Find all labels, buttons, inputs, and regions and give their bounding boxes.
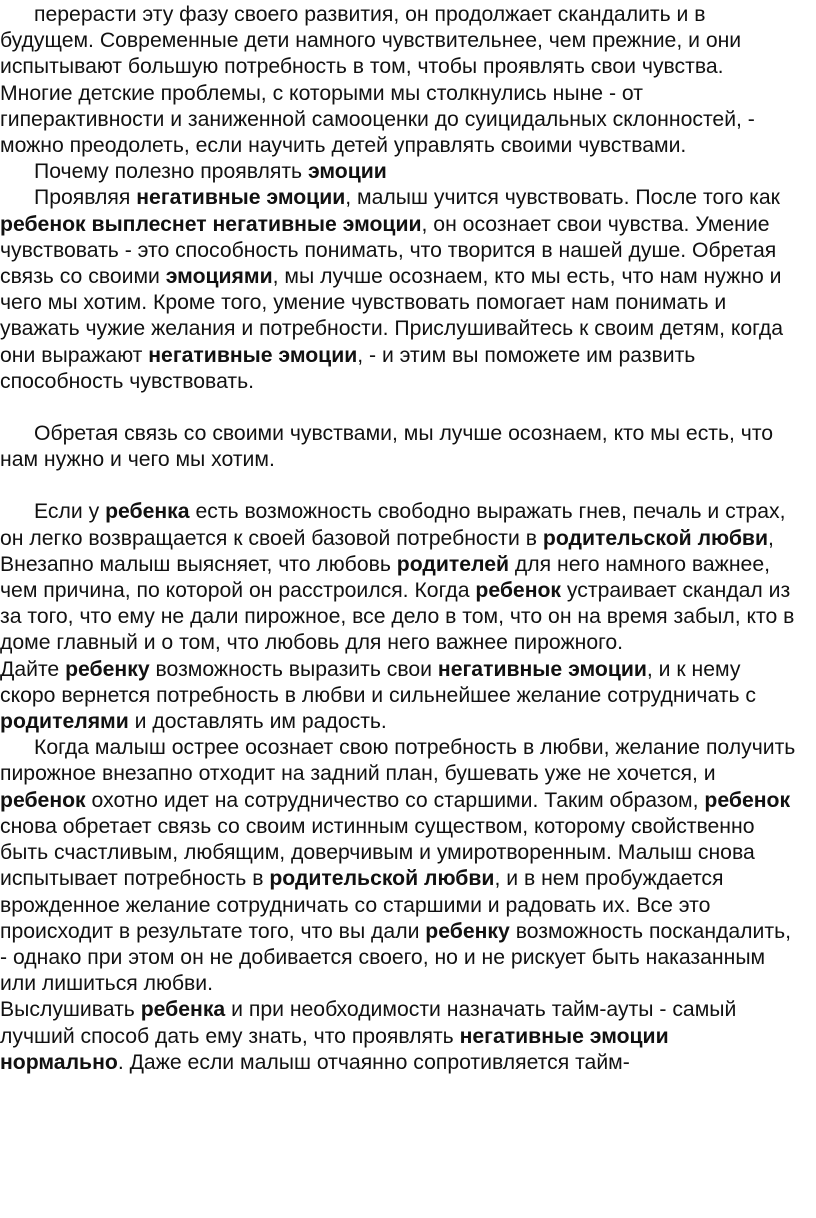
text-run: и при необходимости назначать тайм-ауты - самый лучший способ дать ему знать, что проявлять xyxy=(0,998,737,1048)
bold-keyword: ребенок xyxy=(475,579,562,603)
bold-keyword: ребенок xyxy=(0,788,86,812)
paragraph xyxy=(0,421,798,473)
text-run: снова обретает связь со своим истинным существом, которому свойственно быть счастливым, любящим, доверчивым и умиротворенным. Малыш снова испытывает потребность в xyxy=(0,814,755,891)
bold-keyword: негативные эмоции нормально xyxy=(0,1024,669,1074)
bold-keyword: негативные эмоции xyxy=(437,657,647,681)
text-run: Когда малыш острее осознает свою потребность в любви, желание получить пирожное внезапно отходит на задний план, бушевать уже не хочется, и xyxy=(0,736,796,786)
bold-keyword: родительской любви xyxy=(269,867,495,891)
bold-keyword: ребенка xyxy=(105,500,190,524)
text-run: , он осознает свои чувства. Умение чувствовать - это способность понимать, что творится в нашей душе. Обретая связь со своими xyxy=(0,212,777,289)
text-run: , Внезапно малыш выясняет, что любовь xyxy=(0,526,774,576)
text-run: , и в нем пробуждается врожденное желание сотрудничать со старшими и радовать их. Все это происходит в результате того, что вы дали xyxy=(0,867,724,943)
paragraph xyxy=(0,657,798,736)
paragraph xyxy=(0,185,798,395)
bold-keyword: родительской любви xyxy=(542,526,768,550)
bold-keyword: ребенок выплеснет негативные эмоции xyxy=(0,212,422,236)
bold-keyword: родителей xyxy=(396,552,510,576)
bold-keyword: ребенку xyxy=(65,657,150,681)
text-run: Дайте xyxy=(0,657,66,681)
text-run: Проявляя xyxy=(34,186,137,210)
paragraph xyxy=(0,997,798,1076)
text-run: Выслушивать xyxy=(0,998,141,1022)
bold-keyword: негативные эмоции xyxy=(136,186,346,210)
text-run: , - и этим вы поможете им развить способность чувствовать. xyxy=(0,343,696,393)
text-run: перерасти эту фазу своего развития, он продолжает скандалить и в будущем. Современные дети намного чувствительнее, чем прежние, и они испытывают большую потребность в том, чтобы проявлять свои чувства. Многие детские проблемы, с которыми мы столкнулись ныне - от гиперактивности и заниженной самооценки до суицидальных склонностей, - можно преодолеть, если научить детей управлять своими чувствами. xyxy=(0,3,755,158)
text-run: . Даже если малыш отчаянно сопротивляется тайм- xyxy=(117,1050,630,1074)
document-body xyxy=(0,2,798,1076)
text-run: Если у xyxy=(34,500,106,524)
bold-keyword: родителями xyxy=(0,710,129,734)
bold-keyword: ребенку xyxy=(425,919,510,943)
text-run: и доставлять им радость. xyxy=(128,710,387,734)
bold-keyword: ребенка xyxy=(140,998,226,1022)
paragraph xyxy=(0,499,798,656)
paragraph xyxy=(0,2,798,159)
bold-keyword: ребенок xyxy=(704,788,791,812)
bold-keyword: эмоциями xyxy=(165,265,273,289)
text-run: охотно идет на сотрудничество со старшими. Таким образом, xyxy=(85,788,705,812)
text-run: устраивает скандал из за того, что ему не дали пирожное, все дело в том, что он на время забыл, кто в доме главный и о том, что любовь для него важнее пирожного. xyxy=(0,579,795,655)
text-run: , мы лучше осознаем, кто мы есть, что нам нужно и чего мы хотим. Кроме того, умение чувствовать помогает нам понимать и уважать чужие желания и потребности. Прислушивайтесь к своим детям, когда они выражают xyxy=(0,265,784,367)
text-run: для него намного важнее, чем причина, по которой он расстроился. Когда xyxy=(0,552,770,603)
text-run: , малыш учится чувствовать. После того как xyxy=(345,186,780,210)
bold-keyword: негативные эмоции xyxy=(148,343,358,367)
text-run: возможность поскандалить, - однако при этом он не добивается своего, но и не рискует быть наказанным или лишиться любви. xyxy=(0,919,792,996)
text-run: , и к нему скоро вернется потребность в любви и сильнейшее желание сотрудничать с xyxy=(0,657,756,707)
text-run: Почему полезно проявлять xyxy=(34,160,308,184)
paragraph xyxy=(0,159,798,185)
text-run: Обретая связь со своими чувствами, мы лучше осознаем, кто мы есть, что нам нужно и чего мы хотим. xyxy=(0,422,774,472)
bold-keyword: эмоции xyxy=(307,160,387,184)
text-run: есть возможность свободно выражать гнев, печаль и страх, он легко возвращается к своей базовой потребности в xyxy=(0,500,786,550)
paragraph xyxy=(0,735,798,997)
text-run: возможность выразить свои xyxy=(149,657,438,681)
